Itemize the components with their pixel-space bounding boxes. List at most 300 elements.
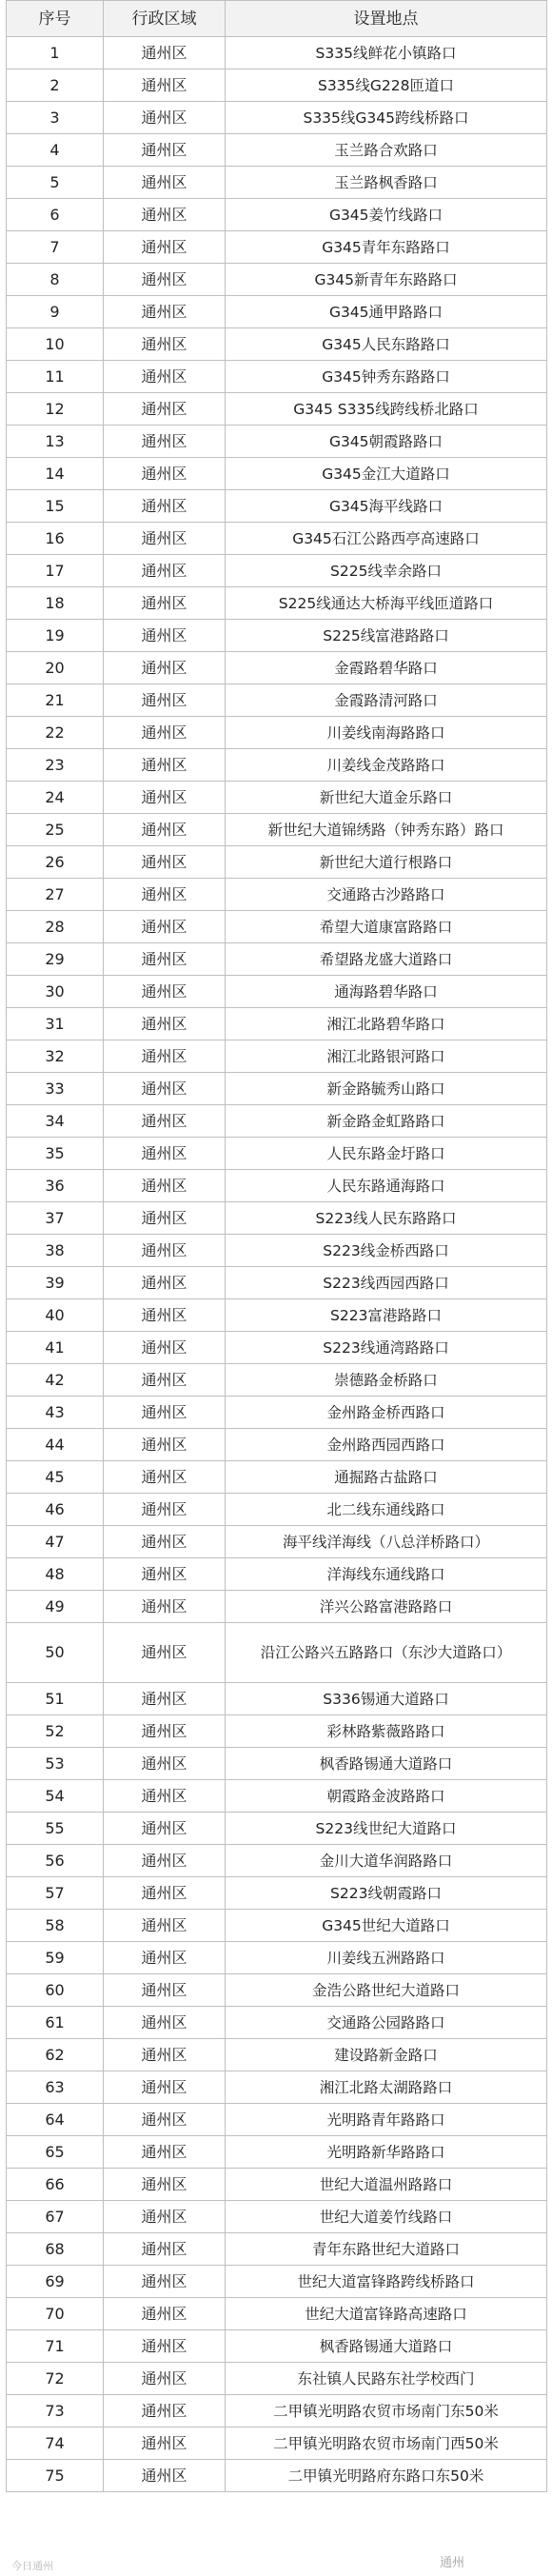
row-index: 68 [7,2233,104,2266]
row-index: 32 [7,1040,104,1073]
table-row [7,2071,547,2104]
row-index: 58 [7,1910,104,1942]
table-row [7,231,547,264]
row-index: 48 [7,1558,104,1591]
row-index: 40 [7,1299,104,1332]
table-row [7,2298,547,2330]
row-index: 13 [7,426,104,458]
row-index: 72 [7,2363,104,2395]
row-index: 50 [7,1623,104,1683]
row-district: 通州区 [104,1942,226,1974]
row-district: 通州区 [104,490,226,523]
table-row [7,102,547,134]
table-row [7,555,547,587]
table-row [7,328,547,361]
row-location: S223线朝霞路口 [226,1877,547,1910]
row-index: 27 [7,879,104,911]
row-district: 通州区 [104,1332,226,1364]
row-location: 枫香路锡通大道路口 [226,2330,547,2363]
table-row [7,134,547,167]
row-location: S225线通达大桥海平线匝道路口 [226,587,547,620]
row-location: 金霞路清河路口 [226,684,547,717]
table-row [7,2007,547,2039]
row-district: 通州区 [104,620,226,652]
table-row [7,1138,547,1170]
table-row [7,2395,547,2427]
checkpoint-table [6,0,547,2492]
row-location: 人民东路金圩路口 [226,1138,547,1170]
row-location: S223线世纪大道路口 [226,1813,547,1845]
table-row [7,2363,547,2395]
row-location: G345新青年东路路口 [226,264,547,296]
row-index: 17 [7,555,104,587]
table-row [7,717,547,749]
row-index: 75 [7,2460,104,2492]
row-location: 新世纪大道行根路口 [226,846,547,879]
row-index: 14 [7,458,104,490]
row-district: 通州区 [104,2427,226,2460]
row-index: 30 [7,976,104,1008]
row-location: S223线金桥西路口 [226,1235,547,1267]
row-index: 71 [7,2330,104,2363]
row-index: 65 [7,2136,104,2169]
row-index: 42 [7,1364,104,1397]
row-index: 20 [7,652,104,684]
row-location: 通掘路古盐路口 [226,1461,547,1494]
table-row [7,1267,547,1299]
row-district: 通州区 [104,2201,226,2233]
row-index: 7 [7,231,104,264]
row-district: 通州区 [104,1623,226,1683]
row-index: 37 [7,1202,104,1235]
row-location: 金霞路碧华路口 [226,652,547,684]
row-district: 通州区 [104,2330,226,2363]
row-district: 通州区 [104,1461,226,1494]
table-row [7,1845,547,1877]
row-district: 通州区 [104,684,226,717]
row-index: 47 [7,1526,104,1558]
row-district: 通州区 [104,2460,226,2492]
row-district: 通州区 [104,1845,226,1877]
row-district: 通州区 [104,69,226,102]
row-index: 3 [7,102,104,134]
row-district: 通州区 [104,1813,226,1845]
row-location: 湘江北路太湖路路口 [226,2071,547,2104]
row-location: 玉兰路枫香路口 [226,167,547,199]
row-district: 通州区 [104,1040,226,1073]
table-row [7,1813,547,1845]
table-row [7,1558,547,1591]
row-location: G345朝霞路路口 [226,426,547,458]
row-district: 通州区 [104,393,226,426]
table-row [7,361,547,393]
row-district: 通州区 [104,264,226,296]
row-location: 交通路古沙路路口 [226,879,547,911]
row-location: G345青年东路路口 [226,231,547,264]
row-index: 5 [7,167,104,199]
row-location: 世纪大道温州路路口 [226,2169,547,2201]
row-location: 青年东路世纪大道路口 [226,2233,547,2266]
row-index: 45 [7,1461,104,1494]
header-index: 序号 [7,1,104,37]
row-index: 31 [7,1008,104,1040]
row-district: 通州区 [104,134,226,167]
row-index: 46 [7,1494,104,1526]
row-index: 26 [7,846,104,879]
row-district: 通州区 [104,2169,226,2201]
row-location: 川姜线五洲路路口 [226,1942,547,1974]
row-district: 通州区 [104,2363,226,2395]
row-location: S223线人民东路路口 [226,1202,547,1235]
row-index: 23 [7,749,104,782]
header-district: 行政区域 [104,1,226,37]
row-index: 74 [7,2427,104,2460]
table-row [7,2233,547,2266]
row-district: 通州区 [104,199,226,231]
row-location: S336锡通大道路口 [226,1683,547,1715]
row-index: 11 [7,361,104,393]
row-district: 通州区 [104,523,226,555]
row-district: 通州区 [104,1397,226,1429]
row-district: 通州区 [104,2104,226,2136]
table-row [7,1910,547,1942]
row-index: 35 [7,1138,104,1170]
table-row [7,1526,547,1558]
row-district: 通州区 [104,1526,226,1558]
table-row [7,1008,547,1040]
row-location: S225线幸余路口 [226,555,547,587]
table-row [7,1494,547,1526]
row-index: 18 [7,587,104,620]
table-row [7,393,547,426]
row-location: S223线通湾路路口 [226,1332,547,1364]
row-location: 交通路公园路路口 [226,2007,547,2039]
row-index: 38 [7,1235,104,1267]
watermark-right: 通州 [440,2556,465,2570]
table-row [7,1040,547,1073]
row-location: 海平线洋海线（八总洋桥路口） [226,1526,547,1558]
row-index: 16 [7,523,104,555]
row-district: 通州区 [104,2136,226,2169]
row-district: 通州区 [104,1429,226,1461]
row-district: 通州区 [104,1558,226,1591]
row-location: S225线富港路路口 [226,620,547,652]
row-district: 通州区 [104,1748,226,1780]
table-row [7,1105,547,1138]
row-district: 通州区 [104,846,226,879]
row-location: 朝霞路金波路路口 [226,1780,547,1813]
watermark-left: 今日通州 [11,2560,53,2572]
row-index: 51 [7,1683,104,1715]
row-location: 川姜线金茂路路口 [226,749,547,782]
row-location: G345通甲路路口 [226,296,547,328]
row-location: 湘江北路碧华路口 [226,1008,547,1040]
row-district: 通州区 [104,1267,226,1299]
row-district: 通州区 [104,361,226,393]
row-index: 56 [7,1845,104,1877]
row-district: 通州区 [104,879,226,911]
row-district: 通州区 [104,328,226,361]
row-district: 通州区 [104,943,226,976]
row-district: 通州区 [104,1202,226,1235]
row-index: 57 [7,1877,104,1910]
table-row [7,426,547,458]
row-index: 24 [7,782,104,814]
table-row [7,976,547,1008]
row-index: 60 [7,1974,104,2007]
table-row [7,2266,547,2298]
table-row [7,587,547,620]
table-row [7,1974,547,2007]
table-row [7,911,547,943]
row-district: 通州区 [104,555,226,587]
row-location: 新金路毓秀山路口 [226,1073,547,1105]
row-district: 通州区 [104,1877,226,1910]
row-index: 49 [7,1591,104,1623]
row-district: 通州区 [104,1683,226,1715]
table-row [7,2201,547,2233]
row-location: G345人民东路路口 [226,328,547,361]
row-district: 通州区 [104,167,226,199]
table-row [7,1780,547,1813]
row-index: 15 [7,490,104,523]
row-district: 通州区 [104,37,226,69]
table-row [7,782,547,814]
row-index: 4 [7,134,104,167]
table-row [7,1235,547,1267]
table-row [7,167,547,199]
table-header-row [7,1,547,37]
row-index: 28 [7,911,104,943]
row-location: 人民东路通海路口 [226,1170,547,1202]
table-row [7,620,547,652]
row-index: 69 [7,2266,104,2298]
row-index: 1 [7,37,104,69]
table-row [7,2039,547,2071]
table-body [7,37,547,2492]
row-index: 9 [7,296,104,328]
row-location: G345金江大道路口 [226,458,547,490]
table-row [7,2104,547,2136]
row-location: 新金路金虹路路口 [226,1105,547,1138]
row-index: 73 [7,2395,104,2427]
table-row [7,1397,547,1429]
row-location: G345石江公路西亭高速路口 [226,523,547,555]
row-index: 67 [7,2201,104,2233]
row-district: 通州区 [104,1494,226,1526]
row-index: 52 [7,1715,104,1748]
header-location: 设置地点 [226,1,547,37]
table-row [7,2136,547,2169]
table-row [7,1332,547,1364]
table-row [7,943,547,976]
row-location: 金州路西园西路口 [226,1429,547,1461]
row-index: 70 [7,2298,104,2330]
table-row [7,1073,547,1105]
row-location: 川姜线南海路路口 [226,717,547,749]
table-row [7,846,547,879]
row-district: 通州区 [104,2007,226,2039]
row-location: 世纪大道姜竹线路口 [226,2201,547,2233]
table-row [7,523,547,555]
row-index: 12 [7,393,104,426]
row-index: 2 [7,69,104,102]
row-district: 通州区 [104,1364,226,1397]
table-row [7,37,547,69]
table-row [7,1591,547,1623]
row-location: S335线G345跨线桥路口 [226,102,547,134]
row-index: 22 [7,717,104,749]
table-row [7,490,547,523]
row-location: 金州路金桥西路口 [226,1397,547,1429]
row-location: G345海平线路口 [226,490,547,523]
row-index: 43 [7,1397,104,1429]
row-district: 通州区 [104,296,226,328]
table-row [7,2460,547,2492]
row-index: 66 [7,2169,104,2201]
row-location: 枫香路锡通大道路口 [226,1748,547,1780]
row-location: 二甲镇光明路农贸市场南门东50米 [226,2395,547,2427]
table-row [7,1683,547,1715]
table-row [7,69,547,102]
table-row [7,1748,547,1780]
table-row [7,2427,547,2460]
row-district: 通州区 [104,717,226,749]
table-row [7,264,547,296]
row-location: 新世纪大道金乐路口 [226,782,547,814]
table-row [7,652,547,684]
row-location: S335线鲜花小镇路口 [226,37,547,69]
table-row [7,2169,547,2201]
row-district: 通州区 [104,976,226,1008]
row-district: 通州区 [104,231,226,264]
row-district: 通州区 [104,1235,226,1267]
row-index: 41 [7,1332,104,1364]
row-district: 通州区 [104,1008,226,1040]
table-row [7,749,547,782]
row-index: 33 [7,1073,104,1105]
row-index: 10 [7,328,104,361]
table-row [7,1202,547,1235]
row-location: 崇德路金桥路口 [226,1364,547,1397]
row-index: 39 [7,1267,104,1299]
row-index: 62 [7,2039,104,2071]
row-index: 8 [7,264,104,296]
row-index: 64 [7,2104,104,2136]
row-index: 25 [7,814,104,846]
table-row [7,458,547,490]
table-row [7,879,547,911]
row-location: G345姜竹线路口 [226,199,547,231]
row-location: S335线G228匝道口 [226,69,547,102]
row-district: 通州区 [104,1138,226,1170]
row-index: 36 [7,1170,104,1202]
row-district: 通州区 [104,1910,226,1942]
row-district: 通州区 [104,1073,226,1105]
row-index: 61 [7,2007,104,2039]
row-district: 通州区 [104,2266,226,2298]
row-district: 通州区 [104,911,226,943]
table-row [7,1429,547,1461]
row-location: 光明路青年路路口 [226,2104,547,2136]
table-row [7,1364,547,1397]
row-district: 通州区 [104,1974,226,2007]
row-location: 希望大道康富路路口 [226,911,547,943]
row-district: 通州区 [104,102,226,134]
row-location: 金浩公路世纪大道路口 [226,1974,547,2007]
row-location: 玉兰路合欢路口 [226,134,547,167]
row-location: G345钟秀东路路口 [226,361,547,393]
row-location: G345 S335线跨线桥北路口 [226,393,547,426]
row-index: 19 [7,620,104,652]
row-location: 光明路新华路路口 [226,2136,547,2169]
row-index: 55 [7,1813,104,1845]
row-district: 通州区 [104,652,226,684]
row-district: 通州区 [104,1105,226,1138]
row-location: 洋海线东通线路口 [226,1558,547,1591]
row-index: 54 [7,1780,104,1813]
row-index: 53 [7,1748,104,1780]
row-index: 63 [7,2071,104,2104]
row-district: 通州区 [104,587,226,620]
row-district: 通州区 [104,814,226,846]
row-district: 通州区 [104,782,226,814]
row-district: 通州区 [104,1715,226,1748]
row-location: 北二线东通线路口 [226,1494,547,1526]
row-district: 通州区 [104,1170,226,1202]
row-district: 通州区 [104,2395,226,2427]
table-row [7,296,547,328]
row-district: 通州区 [104,2039,226,2071]
table-row [7,199,547,231]
row-location: 彩林路紫薇路路口 [226,1715,547,1748]
row-location: S223线西园西路口 [226,1267,547,1299]
row-location: 湘江北路银河路口 [226,1040,547,1073]
table-row [7,814,547,846]
row-location: 东社镇人民路东社学校西门 [226,2363,547,2395]
row-location: 洋兴公路富港路路口 [226,1591,547,1623]
table-row [7,1170,547,1202]
row-location: 金川大道华润路路口 [226,1845,547,1877]
row-index: 21 [7,684,104,717]
row-district: 通州区 [104,426,226,458]
row-district: 通州区 [104,458,226,490]
row-district: 通州区 [104,1591,226,1623]
row-location: 世纪大道富锋路高速路口 [226,2298,547,2330]
table-row [7,1715,547,1748]
row-district: 通州区 [104,2233,226,2266]
row-location: 世纪大道富锋路跨线桥路口 [226,2266,547,2298]
row-index: 59 [7,1942,104,1974]
row-location: 希望路龙盛大道路口 [226,943,547,976]
row-index: 44 [7,1429,104,1461]
table-row [7,1623,547,1683]
checkpoint-table-sheet [6,0,546,2492]
row-index: 6 [7,199,104,231]
row-location: G345世纪大道路口 [226,1910,547,1942]
table-row [7,1877,547,1910]
table-row [7,1299,547,1332]
row-district: 通州区 [104,2071,226,2104]
row-location: 建设路新金路口 [226,2039,547,2071]
table-row [7,684,547,717]
row-district: 通州区 [104,1780,226,1813]
row-location: 二甲镇光明路农贸市场南门西50米 [226,2427,547,2460]
row-district: 通州区 [104,749,226,782]
row-district: 通州区 [104,2298,226,2330]
row-location: S223富港路路口 [226,1299,547,1332]
row-district: 通州区 [104,1299,226,1332]
